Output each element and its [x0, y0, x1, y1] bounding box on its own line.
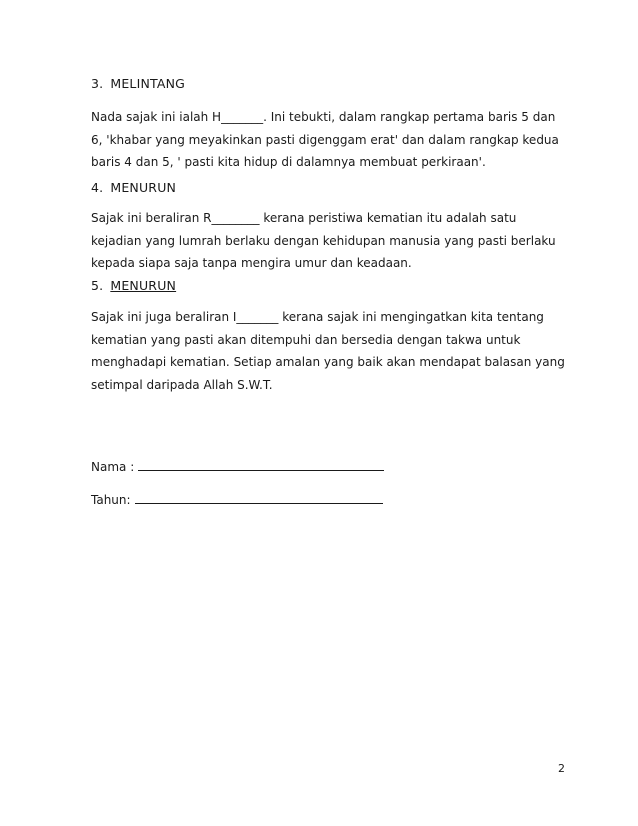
name-blank-line[interactable] [138, 460, 384, 471]
paragraph-line: baris 4 dan 5, ' pasti kita hidup di dalamnya membuat perkiraan'. [91, 155, 486, 169]
name-label: Nama : [91, 460, 135, 474]
section-5-heading [91, 278, 176, 293]
paragraph-line: Sajak ini juga beraliran I_______ kerana sajak ini mengingatkan kita tentang [91, 310, 544, 324]
section-3-heading [91, 76, 185, 91]
section-3-paragraph [91, 106, 561, 174]
paragraph-line: Nada sajak ini ialah H_______. Ini tebukti, dalam rangkap pertama baris 5 dan [91, 110, 556, 124]
section-title: MENURUN [110, 180, 177, 195]
section-number: 5. [91, 278, 104, 293]
year-field[interactable] [91, 493, 383, 507]
section-title: MENURUN [110, 278, 177, 293]
paragraph-line: menghadapi kematian. Setiap amalan yang baik akan mendapat balasan yang [91, 355, 565, 369]
section-number: 3. [91, 76, 104, 91]
paragraph-line: kepada siapa saja tanpa mengira umur dan keadaan. [91, 256, 412, 270]
paragraph-line: Sajak ini beraliran R________ kerana peristiwa kematian itu adalah satu [91, 211, 517, 225]
paragraph-line: setimpal daripada Allah S.W.T. [91, 377, 273, 392]
section-number: 4. [91, 180, 104, 195]
section-4-heading [91, 180, 176, 195]
section-4-paragraph [91, 207, 561, 275]
paragraph-line: kejadian yang lumrah berlaku dengan kehidupan manusia yang pasti berlaku [91, 233, 556, 248]
year-blank-line[interactable] [135, 493, 383, 504]
section-5-paragraph [91, 306, 565, 396]
paragraph-line: 6, 'khabar yang meyakinkan pasti digenggam erat' dan dalam rangkap kedua [91, 132, 559, 147]
year-label: Tahun: [91, 493, 131, 507]
paragraph-line: kematian yang pasti akan ditempuhi dan bersedia dengan takwa untuk [91, 332, 521, 347]
page-number: 2 [558, 762, 565, 775]
name-field[interactable] [91, 460, 384, 474]
section-title: MELINTANG [110, 76, 186, 91]
